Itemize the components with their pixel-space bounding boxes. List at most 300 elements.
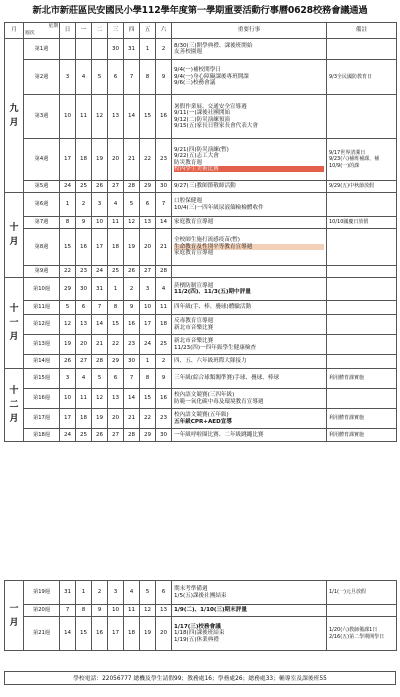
header-row [5, 23, 397, 39]
header-day-4: 四 [124, 23, 140, 39]
event-line: 1/18(四)課後班結束 [174, 630, 225, 637]
day-cell: 21 [156, 229, 172, 266]
day-cell: 12 [92, 95, 108, 139]
page-title: 新北市新莊區民安國民小學112學年度第一學期重要活動行事曆0628校務會議通過 [32, 5, 368, 16]
event-line: 友善校園週 [174, 49, 202, 55]
month-cell: 九 月 [5, 39, 24, 193]
day-cell: 1 [108, 278, 124, 301]
note-line: 9/29(五)中秋節放假 [329, 183, 375, 190]
header-month: 月 [5, 23, 24, 39]
events-cell [172, 60, 327, 95]
day-cell: 23 [156, 139, 172, 181]
day-cell: 13 [76, 315, 92, 335]
week-cell: 第11週 [24, 301, 60, 315]
day-cell: 7 [124, 60, 140, 95]
event-line: 1/9(二)、1/10(三)期末評量 [174, 607, 247, 614]
day-cell: 26 [124, 266, 140, 278]
day-cell: 31 [60, 581, 76, 605]
week-cell: 第9週 [24, 266, 60, 278]
header-day-1: 一 [76, 23, 92, 39]
day-cell: 28 [124, 429, 140, 442]
event-line: 反毒教育宣導週 [174, 318, 214, 325]
notes-cell [327, 409, 397, 429]
table-row [5, 335, 397, 355]
week-cell: 第8週 [24, 229, 60, 266]
notes-cell [327, 355, 397, 369]
notes-cell [327, 60, 397, 95]
note-line: 2/16(五)第二學期開學日 [329, 633, 385, 640]
day-cell: 1 [140, 39, 156, 60]
day-cell: 28 [156, 266, 172, 278]
day-cell: 22 [140, 409, 156, 429]
table-row [5, 315, 397, 335]
note-line: 9/17世界清潔日 [329, 149, 366, 156]
day-cell: 23 [156, 409, 172, 429]
day-cell: 20 [76, 335, 92, 355]
day-cell: 18 [76, 409, 92, 429]
day-cell: 17 [92, 229, 108, 266]
day-cell: 15 [108, 315, 124, 335]
table-row [5, 617, 397, 651]
notes-cell [327, 605, 397, 617]
day-cell: 10 [60, 95, 76, 139]
day-cell: 19 [92, 409, 108, 429]
day-cell: 16 [76, 229, 92, 266]
day-cell: 15 [140, 389, 156, 409]
day-cell: 2 [156, 39, 172, 60]
day-cell: 30 [108, 39, 124, 60]
day-cell: 12 [140, 605, 156, 617]
event-line: 11/23(四)一四年級學生健康檢查 [174, 344, 257, 351]
event-line: 暑假作業展、交通安全宣導週 [174, 103, 247, 110]
notes-cell [327, 335, 397, 355]
events-cell [172, 217, 327, 229]
event-line: 9/15(五)家長日暨家長會代表大會 [174, 122, 259, 129]
day-cell: 25 [108, 266, 124, 278]
day-cell: 14 [156, 217, 172, 229]
header-day-6: 六 [156, 23, 172, 39]
event-line: 9/21(四)防災演練(暫) [174, 146, 229, 153]
event-line: 生命教育及性別平等教育宣導週 [174, 244, 324, 250]
day-cell: 1 [76, 581, 92, 605]
header-week-bottom: 週次 [25, 31, 35, 37]
day-cell: 13 [140, 217, 156, 229]
day-cell: 17 [60, 139, 76, 181]
header-day-5: 五 [140, 23, 156, 39]
day-cell: 5 [92, 369, 108, 389]
calendar-table-semester [4, 22, 397, 442]
day-cell: 30 [76, 278, 92, 301]
week-cell: 第2週 [24, 60, 60, 95]
day-cell: 4 [108, 193, 124, 217]
note-line: 利用體育課實施 [329, 415, 365, 422]
day-cell: 3 [92, 193, 108, 217]
day-cell: 24 [140, 335, 156, 355]
note-line: 1/1(一)元旦放假 [329, 589, 366, 596]
day-cell: 20 [156, 617, 172, 651]
day-cell: 1 [60, 193, 76, 217]
week-cell: 第10週 [24, 278, 60, 301]
event-line: 1/5(五)課後社團結束 [174, 592, 227, 599]
day-cell: 25 [76, 429, 92, 442]
table-row [5, 217, 397, 229]
day-cell: 9 [92, 605, 108, 617]
day-cell: 10 [92, 217, 108, 229]
day-cell: 2 [124, 278, 140, 301]
day-cell: 11 [156, 301, 172, 315]
header-week-top: 星期 [48, 23, 58, 29]
table-row [5, 389, 397, 409]
week-cell: 第15週 [24, 369, 60, 389]
event-line: 1/19(五)休業典禮 [174, 636, 219, 643]
event-line: 五年級CPR+AED宣導 [174, 418, 232, 425]
day-cell: 27 [108, 429, 124, 442]
day-cell: 2 [156, 355, 172, 369]
week-cell: 第5週 [24, 181, 60, 193]
day-cell [60, 39, 76, 60]
event-line: 防範一氧化碳中毒及環境教育宣導週 [174, 398, 264, 405]
day-cell: 20 [140, 229, 156, 266]
notes-cell [327, 266, 397, 278]
event-line: 10/4(三)一四年級尿液篩檢檢體收件 [174, 204, 264, 211]
event-line: 家庭教育宣導週 [174, 219, 214, 226]
day-cell: 8 [108, 301, 124, 315]
day-cell: 8 [140, 369, 156, 389]
day-cell: 12 [60, 315, 76, 335]
day-cell: 13 [108, 389, 124, 409]
day-cell: 22 [60, 266, 76, 278]
events-cell [172, 605, 327, 617]
day-cell: 28 [124, 181, 140, 193]
week-cell: 第12週 [24, 315, 60, 335]
day-cell: 1 [140, 355, 156, 369]
day-cell: 3 [60, 369, 76, 389]
events-cell [172, 39, 327, 60]
day-cell: 22 [140, 139, 156, 181]
day-cell: 8 [60, 217, 76, 229]
day-cell: 6 [140, 193, 156, 217]
day-cell: 24 [60, 429, 76, 442]
event-line: 9/4(一)補校開學日 [174, 67, 221, 74]
day-cell: 27 [140, 266, 156, 278]
event-line: 新北市音樂比賽 [174, 324, 214, 331]
day-cell: 31 [124, 39, 140, 60]
event-line: 11/2(四)、11/3(五)期中評量 [174, 289, 251, 295]
event-line: 四、五、六年級班際大隊接力 [174, 358, 247, 365]
day-cell: 10 [60, 389, 76, 409]
table-row [5, 369, 397, 389]
week-cell: 第14週 [24, 355, 60, 369]
day-cell: 10 [108, 605, 124, 617]
table-row [5, 355, 397, 369]
day-cell: 6 [156, 581, 172, 605]
day-cell: 4 [124, 581, 140, 605]
notes-cell [327, 278, 397, 301]
table-row [5, 181, 397, 193]
header-day-0: 日 [60, 23, 76, 39]
event-line: 防災教育週 [174, 159, 202, 166]
week-cell: 第21週 [24, 617, 60, 651]
events-cell [172, 95, 327, 139]
event-line: 口腔保健週 [174, 198, 202, 205]
week-cell: 第3週 [24, 95, 60, 139]
calendar-table-january [4, 580, 397, 651]
event-line: 四年級(手、棒、疊球)體驗活動 [174, 304, 252, 311]
day-cell [76, 39, 92, 60]
events-cell [172, 429, 327, 442]
event-line: 新北市音樂比賽 [174, 338, 214, 345]
day-cell: 27 [108, 181, 124, 193]
day-cell: 4 [156, 278, 172, 301]
day-cell: 18 [124, 617, 140, 651]
event-line: 家庭教育宣導週 [174, 250, 214, 257]
day-cell: 6 [108, 369, 124, 389]
table-row [5, 581, 397, 605]
day-cell: 14 [60, 617, 76, 651]
events-cell [172, 266, 327, 278]
notes-cell [327, 229, 397, 266]
notes-cell [327, 95, 397, 139]
day-cell: 6 [76, 301, 92, 315]
event-line: 1/17(三)校務會議 [174, 623, 221, 630]
day-cell: 4 [76, 60, 92, 95]
day-cell [92, 39, 108, 60]
table-row [5, 139, 397, 181]
day-cell: 20 [108, 409, 124, 429]
table-row [5, 605, 397, 617]
day-cell: 23 [76, 266, 92, 278]
day-cell: 9 [124, 301, 140, 315]
note-line: 9/23(六)補班補課，補10/9(一)的課 [329, 156, 380, 169]
day-cell: 30 [124, 355, 140, 369]
day-cell: 26 [92, 429, 108, 442]
note-line: 9/3全民國防教育日 [329, 73, 373, 80]
day-cell: 10 [140, 301, 156, 315]
day-cell: 6 [108, 60, 124, 95]
day-cell: 7 [60, 605, 76, 617]
header-day-3: 三 [108, 23, 124, 39]
day-cell: 21 [92, 335, 108, 355]
day-cell: 25 [156, 335, 172, 355]
week-cell: 第7週 [24, 217, 60, 229]
table-row [5, 429, 397, 442]
day-cell: 7 [124, 369, 140, 389]
events-cell [172, 315, 327, 335]
day-cell: 11 [76, 95, 92, 139]
day-cell: 3 [60, 60, 76, 95]
header-notes: 備註 [327, 23, 397, 39]
day-cell: 22 [108, 335, 124, 355]
day-cell: 2 [76, 193, 92, 217]
events-cell [172, 139, 327, 181]
day-cell: 19 [92, 139, 108, 181]
day-cell: 30 [156, 181, 172, 193]
event-line: 9/6(三)校務會議 [174, 80, 216, 87]
notes-cell [327, 301, 397, 315]
day-cell: 8 [140, 60, 156, 95]
day-cell: 5 [140, 581, 156, 605]
table-row [5, 39, 397, 60]
day-cell: 5 [60, 301, 76, 315]
day-cell: 20 [108, 139, 124, 181]
day-cell: 11 [76, 389, 92, 409]
table-row [5, 95, 397, 139]
events-cell [172, 581, 327, 605]
day-cell: 12 [92, 389, 108, 409]
day-cell: 19 [140, 617, 156, 651]
week-cell: 第4週 [24, 139, 60, 181]
day-cell: 17 [60, 409, 76, 429]
event-line: 9/22(五)志工大會 [174, 153, 219, 160]
notes-cell [327, 389, 397, 409]
day-cell: 17 [108, 617, 124, 651]
month-cell: 十 二 月 [5, 369, 24, 442]
week-cell: 第18週 [24, 429, 60, 442]
day-cell: 9 [156, 60, 172, 95]
notes-cell [327, 617, 397, 651]
day-cell: 21 [124, 139, 140, 181]
day-cell: 8 [76, 605, 92, 617]
day-cell: 15 [76, 617, 92, 651]
day-cell: 26 [60, 355, 76, 369]
notes-cell [327, 193, 397, 217]
notes-cell [327, 139, 397, 181]
table-row [5, 301, 397, 315]
day-cell: 11 [108, 217, 124, 229]
day-cell: 13 [108, 95, 124, 139]
day-cell: 23 [124, 335, 140, 355]
notes-cell [327, 217, 397, 229]
event-line: 9/12(二)防災演練預演 [174, 116, 231, 123]
day-cell: 25 [76, 181, 92, 193]
table-row [5, 409, 397, 429]
notes-cell [327, 315, 397, 335]
day-cell: 19 [124, 229, 140, 266]
day-cell: 9 [156, 369, 172, 389]
header-day-2: 二 [92, 23, 108, 39]
header-events: 重要行事 [172, 23, 327, 39]
event-line: 全校師生施打流感疫苗(暫) [174, 237, 240, 244]
day-cell: 19 [60, 335, 76, 355]
day-cell: 7 [156, 193, 172, 217]
events-cell [172, 193, 327, 217]
day-cell: 17 [140, 315, 156, 335]
day-cell: 3 [108, 581, 124, 605]
note-line: 利用體育課實施 [329, 375, 365, 382]
notes-cell [327, 181, 397, 193]
day-cell: 4 [76, 369, 92, 389]
day-cell: 31 [92, 278, 108, 301]
events-cell [172, 355, 327, 369]
events-cell [172, 409, 327, 429]
event-line: 三年級(綜合球類闖準賽)手球、疊球、棒球 [174, 375, 280, 382]
week-cell: 第17週 [24, 409, 60, 429]
notes-cell [327, 369, 397, 389]
week-cell: 第13週 [24, 335, 60, 355]
day-cell: 5 [124, 193, 140, 217]
event-line: 菸檳防制宣導週 [174, 282, 214, 289]
week-cell: 第1週 [24, 39, 60, 60]
events-cell [172, 617, 327, 651]
day-cell: 9 [76, 217, 92, 229]
day-cell: 7 [92, 301, 108, 315]
day-cell: 13 [156, 605, 172, 617]
day-cell: 14 [124, 95, 140, 139]
event-line: 8/30(三)開學典禮、課後班開始 [174, 42, 253, 49]
table-row [5, 60, 397, 95]
day-cell: 18 [76, 139, 92, 181]
week-cell: 第19週 [24, 581, 60, 605]
day-cell: 16 [156, 95, 172, 139]
events-cell [172, 278, 327, 301]
events-cell [172, 389, 327, 409]
month-cell: 十 月 [5, 193, 24, 278]
events-cell [172, 369, 327, 389]
note-line: 利用體育課實施 [329, 431, 365, 438]
day-cell: 16 [156, 389, 172, 409]
event-line: 校內語文競賽(五年級) [174, 412, 229, 419]
note-line: 1/20(六)教師備課1日 [329, 627, 378, 634]
day-cell: 14 [92, 315, 108, 335]
events-cell [172, 181, 327, 193]
day-cell: 5 [92, 60, 108, 95]
table-row [5, 278, 397, 301]
day-cell: 29 [140, 429, 156, 442]
notes-cell [327, 429, 397, 442]
day-cell: 29 [60, 278, 76, 301]
note-line: 10/10國慶日放假 [329, 219, 369, 226]
event-line: 一年級呼啦圈比賽、二年級跳繩比賽 [174, 431, 264, 438]
day-cell: 11 [124, 605, 140, 617]
day-cell: 12 [124, 217, 140, 229]
day-cell: 29 [140, 181, 156, 193]
day-cell: 27 [76, 355, 92, 369]
day-cell: 16 [92, 617, 108, 651]
day-cell: 18 [156, 315, 172, 335]
week-cell: 第16週 [24, 389, 60, 409]
event-line: 期末考準備週 [174, 586, 208, 593]
day-cell: 26 [92, 181, 108, 193]
day-cell: 30 [156, 429, 172, 442]
day-cell: 21 [124, 409, 140, 429]
event-line: 9/27(三)教師節敬師活動 [174, 183, 236, 190]
event-line: 校內語文競賽(三四年級) [174, 392, 235, 399]
day-cell: 29 [108, 355, 124, 369]
table-row [5, 229, 397, 266]
day-cell: 14 [124, 389, 140, 409]
week-cell: 第20週 [24, 605, 60, 617]
notes-cell [327, 39, 397, 60]
day-cell: 15 [140, 95, 156, 139]
day-cell: 18 [108, 229, 124, 266]
month-cell: 十 一 月 [5, 278, 24, 369]
day-cell: 16 [124, 315, 140, 335]
day-cell: 24 [92, 266, 108, 278]
week-cell: 第6週 [24, 193, 60, 217]
table-row [5, 266, 397, 278]
school-contact-footer: 學校電話：22056777 總機及學生請假99；教務處16；學務處26；總務處33；輔導室及課後班55 [4, 671, 396, 685]
day-cell: 24 [60, 181, 76, 193]
events-cell [172, 335, 327, 355]
day-cell: 15 [60, 229, 76, 266]
day-cell: 2 [92, 581, 108, 605]
header-week [24, 23, 60, 39]
day-cell: 3 [140, 278, 156, 301]
month-cell: 一 月 [5, 581, 24, 651]
event-line: 9/11(一)課後社團開始 [174, 110, 231, 117]
table-row [5, 193, 397, 217]
event-line: 9/4(一)身心障礙課後專班開課 [174, 73, 249, 80]
